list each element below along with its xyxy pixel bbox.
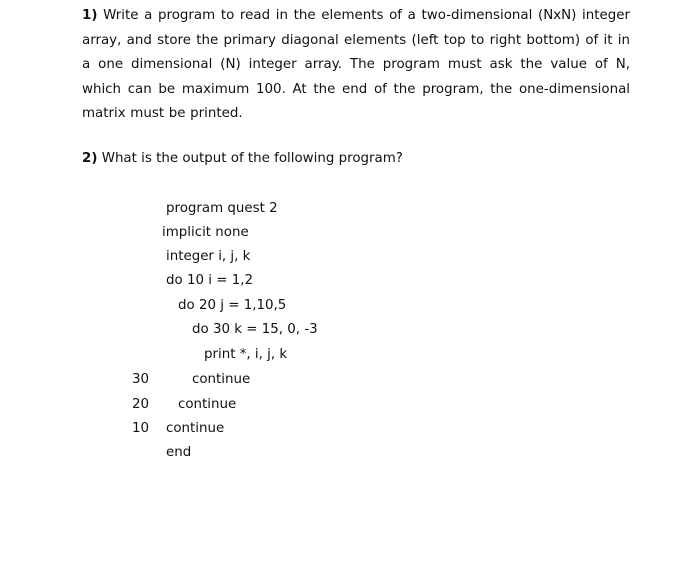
code-line: program quest 2	[166, 201, 278, 216]
question-1-text: Write a program to read in the elements of a two-dimensional (NxN) integer array, and store the primary diagonal elements (left top to right bottom) of it in a one dimensional (N) integer array. The program must ask the value of N, which can be maximum 100. At the end of the program, the one-dimensional matrix must be printed.	[82, 8, 630, 121]
question-2-number: 2)	[82, 151, 98, 166]
code-line: continue	[166, 421, 225, 436]
code-line: implicit none	[162, 225, 249, 240]
question-1	[82, 4, 630, 127]
code-line: print *, i, j, k	[204, 347, 288, 362]
code-line: integer i, j, k	[166, 249, 251, 264]
code-line: continue	[192, 372, 251, 387]
statement-label: 10	[132, 421, 150, 436]
question-2	[82, 147, 403, 171]
question-2-text: What is the output of the following program?	[101, 151, 403, 166]
code-line: do 10 i = 1,2	[166, 273, 253, 288]
statement-label: 30	[132, 372, 150, 387]
code-line: end	[166, 445, 192, 460]
question-1-number: 1)	[82, 8, 98, 23]
code-line: continue	[178, 397, 237, 412]
code-line: do 30 k = 15, 0, -3	[192, 322, 318, 337]
statement-label: 20	[132, 397, 150, 412]
code-line: do 20 j = 1,10,5	[178, 298, 287, 313]
